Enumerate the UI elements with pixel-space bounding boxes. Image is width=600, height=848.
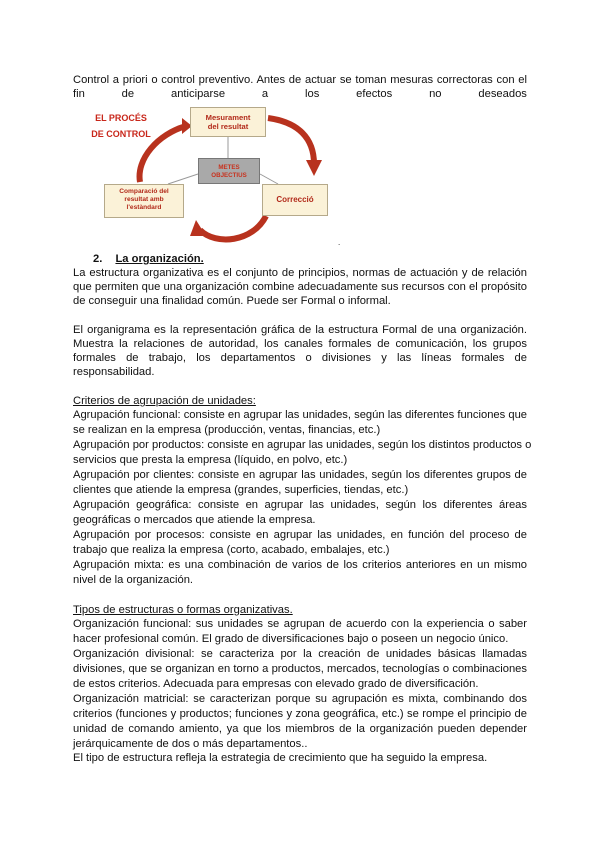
criterios-line: Agrupación geográfica: consiste en agrupar las unidades, según los diferentes áreas (73, 499, 527, 511)
para2-line: formales de trabajo, los departamentos o divisiones y las líneas formales de (73, 352, 527, 364)
para1-line: que permiten que una organización combine adecuadamente sus recursos con el propósito (73, 281, 527, 293)
tipos-line: de estos criterios. Adecuada para empresas con elevado grado de diversificación. (73, 678, 479, 690)
criterios-line: clientes que atiende la empresa (grandes, superficies, tiendas, etc.) (73, 484, 409, 496)
arrow-head (190, 220, 206, 236)
arrow-bottom (200, 216, 266, 239)
box-comparacio: Comparació del resultat amb l'estàndard (104, 184, 184, 218)
arrow-head (306, 160, 322, 176)
intro-line-2 (73, 87, 527, 101)
para1-line: de conseguir una finalidad común. Puede ser Formal o informal. (73, 295, 391, 307)
section-heading (93, 253, 204, 265)
box-mesurament: Mesurament del resultat (190, 107, 266, 137)
intro-line-1: Control a priori o control preventivo. Antes de actuar se toman mesuras correctoras con el (73, 74, 527, 86)
para2-line: responsabilidad. (73, 366, 155, 378)
diagram-title: EL PROCÉS DE CONTROL (91, 113, 151, 139)
tipos-heading: Tipos de estructuras o formas organizativas. (73, 604, 293, 616)
criterios-line: Agrupación por productos: consiste en agrupar las unidades, según los distintos productos o (73, 439, 532, 451)
intro-word: a (261, 88, 269, 100)
tipos-line: Organización funcional: sus unidades se agrupan de acuerdo con la experiencia o saber (73, 618, 527, 630)
intro-word: fin (73, 88, 85, 100)
section-number: 2. (93, 253, 103, 265)
criterios-line: geográficas o mercados que atiende la empresa. (73, 514, 316, 526)
criterios-line: Agrupación por clientes: consiste en agrupar las unidades, según los diferentes grupos de (73, 469, 527, 481)
criterios-line: Agrupación mixta: es una combinación de varios de los criterios anteriores en un mismo (73, 559, 527, 571)
intro-word: los (305, 88, 320, 100)
tipos-line: hacer profesional común. El grado de diversificaciones bajo o poseen un negocio único. (73, 633, 509, 645)
intro-word: anticiparse (170, 88, 226, 100)
tipos-line: jerárquicamente de dos o más departamentos.. (73, 738, 308, 750)
intro-word: de (121, 88, 135, 100)
stray-dot: . (338, 238, 341, 247)
connector-line (168, 174, 198, 184)
box-metes-objectius: METES OBJECTIUS (198, 158, 260, 184)
tipos-line: divisiones, que se organizan en torno a productos, mercados, tecnologías o combinaciones (73, 663, 527, 675)
tipos-line: Organización divisional: se caracteriza por la creación de unidades básicas llamadas (73, 648, 527, 660)
intro-word: efectos (356, 88, 393, 100)
para2-line: Muestra la relaciones de autoridad, los canales formales de comunicación, los grupos (73, 338, 527, 350)
criterios-line: nivel de la organización. (73, 574, 194, 586)
intro-word: deseados (478, 88, 527, 100)
criterios-line: Agrupación por procesos: consiste en agrupar las unidades, en función del proceso de (73, 529, 527, 541)
tipos-line: criterios (funciones y productos; funciones y zona geográfica, etc.) se rompe el principio de (73, 708, 527, 720)
tipos-line: unidad de comando amiento, ya que los miembros de la organización pueden depender (73, 723, 527, 735)
para2-line: El organigrama es la representación gráfica de la estructura Formal de una organización. (73, 324, 527, 336)
criterios-line: Agrupación funcional: consiste en agrupar las unidades, según las diferentes funciones que (73, 409, 528, 421)
box-correccio: Correcció (262, 184, 328, 216)
arrow-top-right (268, 118, 314, 164)
tipos-line: El tipo de estructura refleja la estrategia de crecimiento que ha seguido la empresa. (73, 752, 488, 764)
para1-line: La estructura organizativa es el conjunto de principios, normas de actuación y de relación (73, 267, 527, 279)
intro-word: no (429, 88, 442, 100)
connector-line (260, 174, 278, 184)
section-title: La organización. (115, 253, 204, 265)
criterios-line: servicios que presta la empresa (líquido, en polvo, etc.) (73, 454, 348, 466)
control-process-diagram (78, 104, 348, 246)
tipos-line: Organización matricial: se caracterizan porque su agrupación es mixta, combinando dos (73, 693, 527, 705)
criterios-line: trabajo que realiza la empresa (corto, acabado, embalajes, etc.) (73, 544, 390, 556)
criterios-heading: Criterios de agrupación de unidades: (73, 395, 256, 407)
criterios-line: se realizan en la empresa (producción, ventas, financias, etc.) (73, 424, 381, 436)
